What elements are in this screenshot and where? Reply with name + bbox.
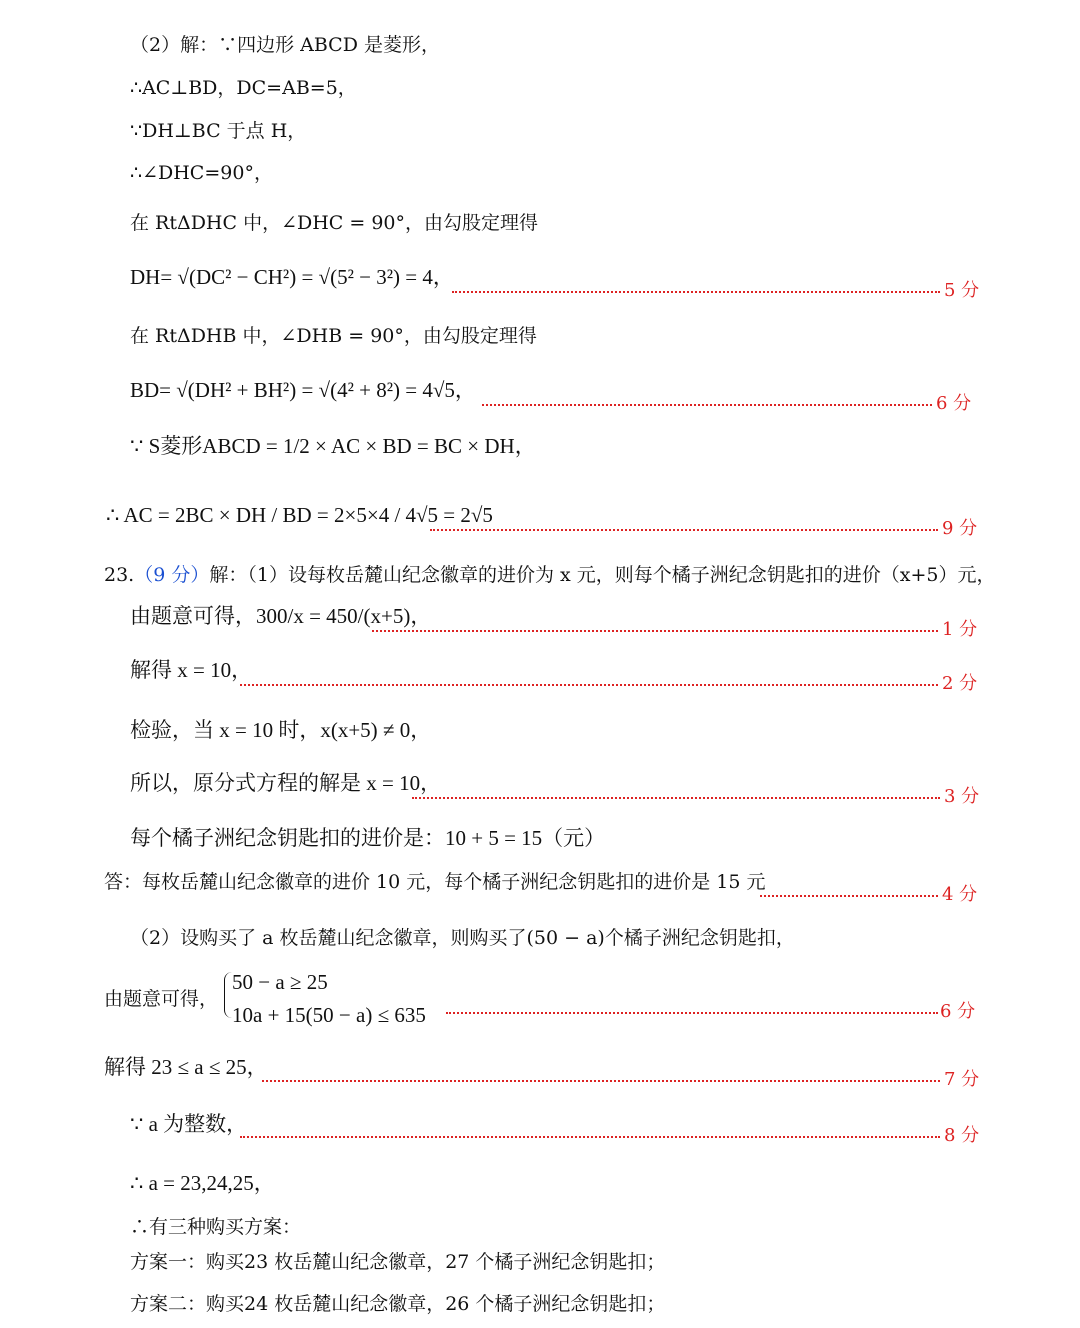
question-23-header xyxy=(104,564,995,587)
line-2: ∴AC⊥BD，DC=AB=5， xyxy=(130,77,357,99)
line-12-equation: 由题意可得，300/x = 450/(x+5)， xyxy=(130,604,432,628)
score-label: 7 分 xyxy=(944,1069,980,1090)
score-leader xyxy=(240,684,938,686)
score-leader xyxy=(412,797,940,799)
line-16: 每个橘子洲纪念钥匙扣的进价是：10 + 5 = 15（元） xyxy=(130,826,606,850)
line-8-equation: BD= √(DH² + BH²) = √(4² + 8²) = 4√5， xyxy=(130,378,476,402)
line-23: ∴有三种购买方案： xyxy=(130,1216,302,1238)
line-10-ac-result: ∴ AC = 2BC × DH / BD = 2×5×4 / 4√5 = 2√5 xyxy=(106,503,493,527)
line-21: ∵ a 为整数， xyxy=(130,1112,248,1136)
score-label: 6 分 xyxy=(936,393,972,414)
line-25-plan-2: 方案二：购买24 枚岳麓山纪念徽章，26 个橘子洲纪念钥匙扣； xyxy=(130,1293,666,1315)
score-leader xyxy=(262,1080,940,1082)
line-22: ∴ a = 23,24,25， xyxy=(130,1171,275,1195)
score-label: 3 分 xyxy=(944,786,980,807)
inequality-1: 50 − a ≥ 25 xyxy=(232,970,328,994)
score-leader xyxy=(760,895,938,897)
line-17-answer: 答：每枚岳麓山纪念徽章的进价 10 元，每个橘子洲纪念钥匙扣的进价是 15 元 xyxy=(104,871,766,893)
score-label: 9 分 xyxy=(942,518,978,539)
score-leader xyxy=(372,630,938,632)
line-4: ∴∠DHC=90°， xyxy=(130,162,273,184)
score-leader xyxy=(452,291,940,293)
line-13: 解得 x = 10， xyxy=(130,658,253,682)
score-label: 4 分 xyxy=(942,884,978,905)
line-14: 检验，当 x = 10 时，x(x+5) ≠ 0， xyxy=(130,718,432,742)
inequality-2: 10a + 15(50 − a) ≤ 635 xyxy=(232,1003,426,1027)
line-7: 在 RtΔDHB 中，∠DHB = 90°，由勾股定理得 xyxy=(130,325,537,347)
line-20: 解得 23 ≤ a ≤ 25， xyxy=(104,1055,268,1079)
score-label: 1 分 xyxy=(942,619,978,640)
line-1: （2）解：∵四边形 ABCD 是菱形， xyxy=(130,34,440,56)
question-number: 23. xyxy=(104,564,135,586)
question-score: （9 分） xyxy=(134,564,210,586)
score-label: 2 分 xyxy=(942,673,978,694)
line-24-plan-1: 方案一：购买23 枚岳麓山纪念徽章，27 个橘子洲纪念钥匙扣； xyxy=(130,1251,666,1273)
line-5: 在 RtΔDHC 中，∠DHC = 90°，由勾股定理得 xyxy=(130,212,539,234)
line-18: （2）设购买了 a 枚岳麓山纪念徽章，则购买了(50 − a)个橘子洲纪念钥匙扣， xyxy=(130,927,795,949)
line-3: ∵DH⊥BC 于点 H， xyxy=(130,120,307,142)
line-6-equation: DH= √(DC² − CH²) = √(5² − 3²) = 4， xyxy=(130,265,454,289)
score-leader xyxy=(446,1012,938,1014)
score-leader xyxy=(482,404,932,406)
question-23-text: 解：（1）设每枚岳麓山纪念徽章的进价为 x 元，则每个橘子洲纪念钥匙扣的进价（x+5）元， xyxy=(209,564,996,586)
line-19: 由题意可得， xyxy=(104,988,219,1010)
score-label: 5 分 xyxy=(944,280,980,301)
score-leader xyxy=(430,529,938,531)
score-label: 6 分 xyxy=(940,1001,976,1022)
score-leader xyxy=(240,1136,940,1138)
line-15: 所以，原分式方程的解是 x = 10， xyxy=(130,771,442,795)
line-9-area-formula: ∵ S菱形ABCD = 1/2 × AC × BD = BC × DH， xyxy=(130,434,536,458)
score-label: 8 分 xyxy=(944,1125,980,1146)
